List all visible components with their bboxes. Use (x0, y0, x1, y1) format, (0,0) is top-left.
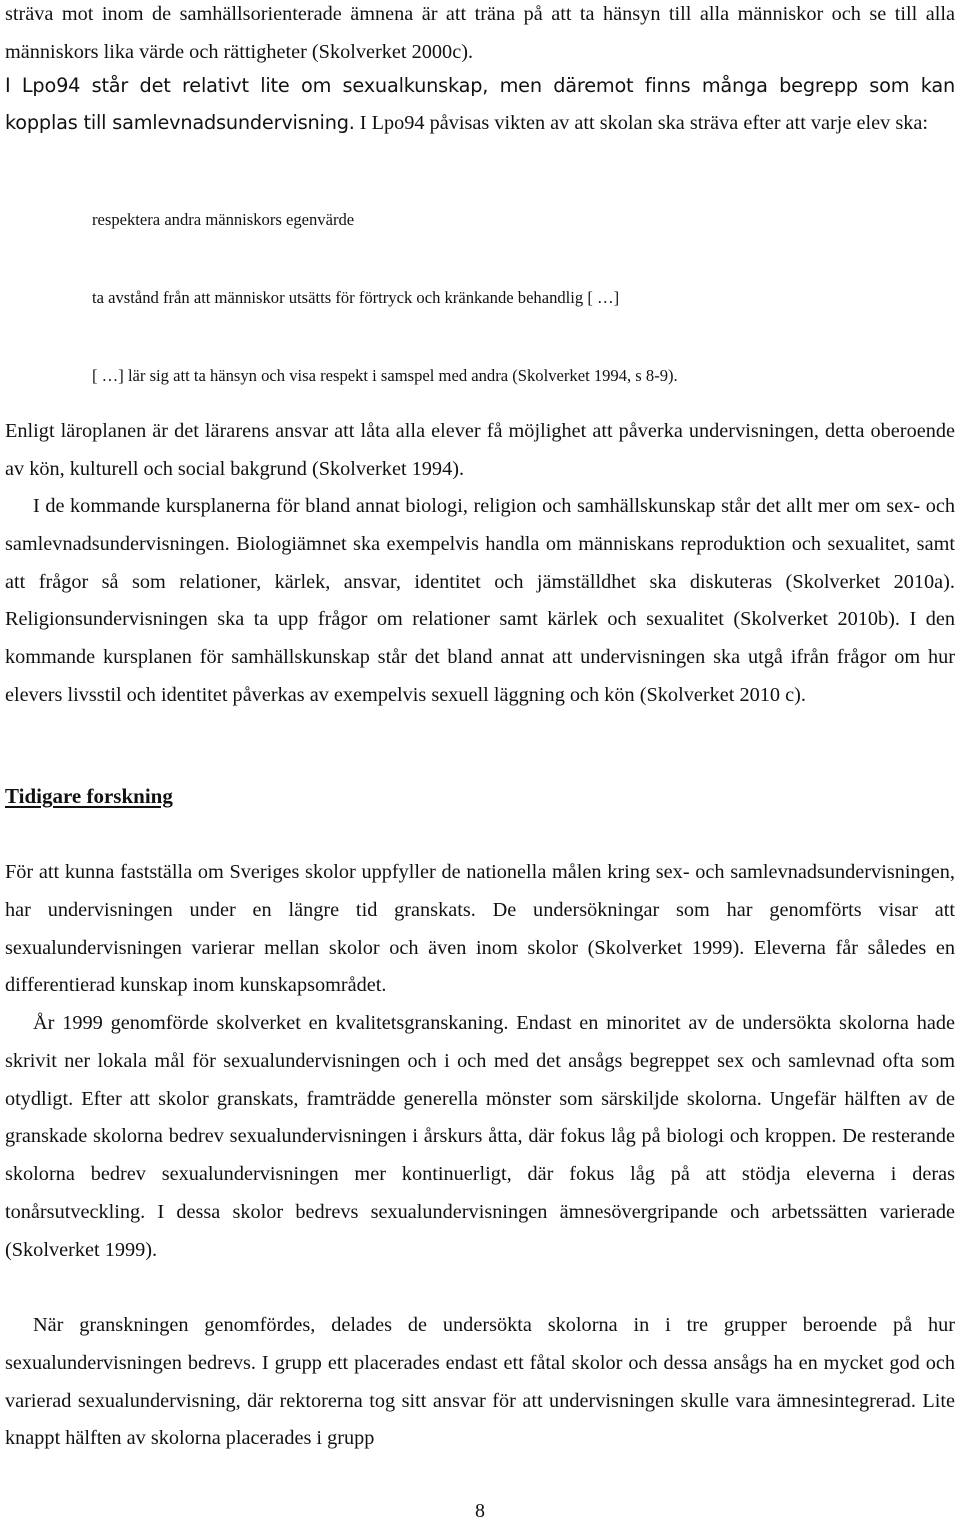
page-number: 8 (475, 1500, 485, 1522)
quote-line-3: [ …] lär sig att ta hänsyn och visa respekt i samspel med andra (Skolverket 1994, s 8-9). (92, 366, 678, 385)
paragraph-intro: sträva mot inom de samhällsorienterade ämnena är att träna på att ta hänsyn till alla människor och se till alla människors lika värde och rättigheter (Skolverket 2000c). (5, 3, 955, 63)
paragraph-lpo94 (5, 68, 955, 141)
lpo94-sentence-2: I Lpo94 påvisas vikten av att skolan ska sträva efter att varje elev ska: (354, 111, 929, 134)
paragraph-laroplan: Enligt läroplanen är det lärarens ansvar att låta alla elever få möjlighet att påverka undervisningen, detta oberoende av kön, kulturell och social bakgrund (Skolverket 1994). (5, 420, 955, 480)
quote-line-2: ta avstånd från att människor utsätts för förtryck och kränkande behandlig [ …] (92, 288, 620, 307)
paragraph-forskning-3: När granskningen genomfördes, delades de undersökta skolorna in i tre grupper beroende på hur sexualundervisningen bedrevs. I grupp ett placerades endast ett fåtal skolor och dessa ansågs ha en mycket god och varierad sexualundervisning, där rektorerna tog sitt ansvar för att undervisningen skulle vara ämnesintegrerad. Lite knappt hälften av skolorna placerades i grupp (5, 1314, 955, 1450)
paragraph-forskning-2: År 1999 genomförde skolverket en kvalitetsgranskaning. Endast en minoritet av de undersökta skolorna hade skrivit ner lokala mål för sexualundervisningen och i och med det ansågs begreppet sex och samlevnad ofta som otydligt. Efter att skolor granskats, framträdde generella mönster som särskiljde skolorna. Ungefär hälften av de granskade skolorna bedrev sexualundervisningen i årskurs åtta, där fokus låg på biologi och kroppen. De resterande skolorna bedrev sexualundervisningen mer kontinuerligt, där fokus låg på att stödja eleverna i deras tonårsutveckling. I dessa skolor bedrevs sexualundervisningen ämnesövergripande och arbetssätten varierade (Skolverket 1999). (5, 1012, 955, 1261)
section-heading: Tidigare forskning (5, 784, 173, 808)
lpo94-sentence-1: I Lpo94 står det relativt lite om sexualkunskap, men däremot finns många begrepp som kan kopplas till samlevnadsundervisning. (5, 74, 955, 134)
quote-line-1: respektera andra människors egenvärde (92, 210, 355, 229)
paragraph-kursplaner: I de kommande kursplanerna för bland annat biologi, religion och samhällskunskap står det allt mer om sex- och samlevnadsundervisningen. Biologiämnet ska exempelvis handla om människans reproduktion och sexualitet, samt att frågor så som relationer, kärlek, ansvar, identitet och jämställdhet ska diskuteras (Skolverket 2010a). Religionsundervisningen ska ta upp frågor om relationer samt kärlek och sexualitet (Skolverket 2010b). I den kommande kursplanen för samhällskunskap står det bland annat att undervisningen ska utgå ifrån frågor om hur elevers livsstil och identitet påverkas av exempelvis sexuell läggning och kön (Skolverket 2010 c). (5, 495, 955, 706)
paragraph-forskning-1: För att kunna fastställa om Sveriges skolor uppfyller de nationella målen kring sex- och samlevnadsundervisningen, har undervisningen under en längre tid granskats. De undersökningar som har genomförts visar att sexualundervisningen varierar mellan skolor och även inom skolor (Skolverket 1999). Eleverna får således en differentierad kunskap inom kunskapsområdet. (5, 861, 955, 997)
